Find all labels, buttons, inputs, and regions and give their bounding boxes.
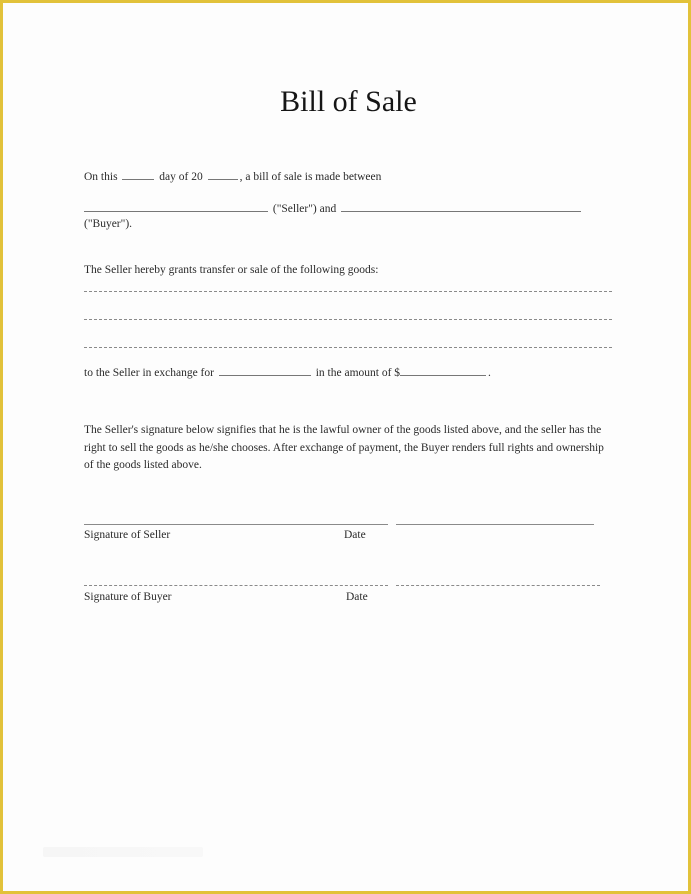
made-between-label: , a bill of sale is made between [239,171,382,183]
year-blank[interactable] [208,170,238,180]
seller-name-blank[interactable] [84,202,268,212]
amount-blank[interactable] [400,366,486,376]
ownership-statement: The Seller's signature below signifies that he is the lawful owner of the goods listed above, and the seller has the right to sell the goods as he/she chooses. After exchange of payment, the Buyer renders full rights and ownership of the goods listed above. [84,424,604,471]
day-blank[interactable] [122,170,154,180]
exchange-line [84,366,491,379]
intro-date-line [84,170,381,183]
exchange-item-blank[interactable] [219,366,311,376]
seller-date-label: Date [344,529,366,541]
seller-date-line[interactable] [396,524,594,525]
exchange-suffix: . [488,367,491,379]
amount-label: in the amount of $ [315,367,401,379]
buyer-signature-label: Signature of Buyer [84,591,172,603]
buyer-date-line[interactable] [396,585,600,586]
goods-line-1[interactable] [84,291,612,292]
document-title: Bill of Sale [280,85,417,118]
seller-tag-label: ("Seller") and [272,203,337,215]
on-this-label: On this [84,171,118,183]
exchange-prefix: to the Seller in exchange for [84,367,214,379]
goods-heading: The Seller hereby grants transfer or sale of the following goods: [84,264,379,276]
goods-line-2[interactable] [84,319,612,320]
seller-signature-line[interactable] [84,524,388,525]
seller-signature-label: Signature of Seller [84,529,171,541]
buyer-date-label: Date [346,591,368,603]
buyer-signature-line[interactable] [84,585,388,586]
buyer-name-blank[interactable] [341,202,581,212]
watermark [43,847,203,857]
goods-line-3[interactable] [84,347,612,348]
intro-parties-line [84,202,583,215]
buyer-tag-label: ("Buyer"). [84,218,133,230]
day-of-label: day of 20 [159,171,203,183]
